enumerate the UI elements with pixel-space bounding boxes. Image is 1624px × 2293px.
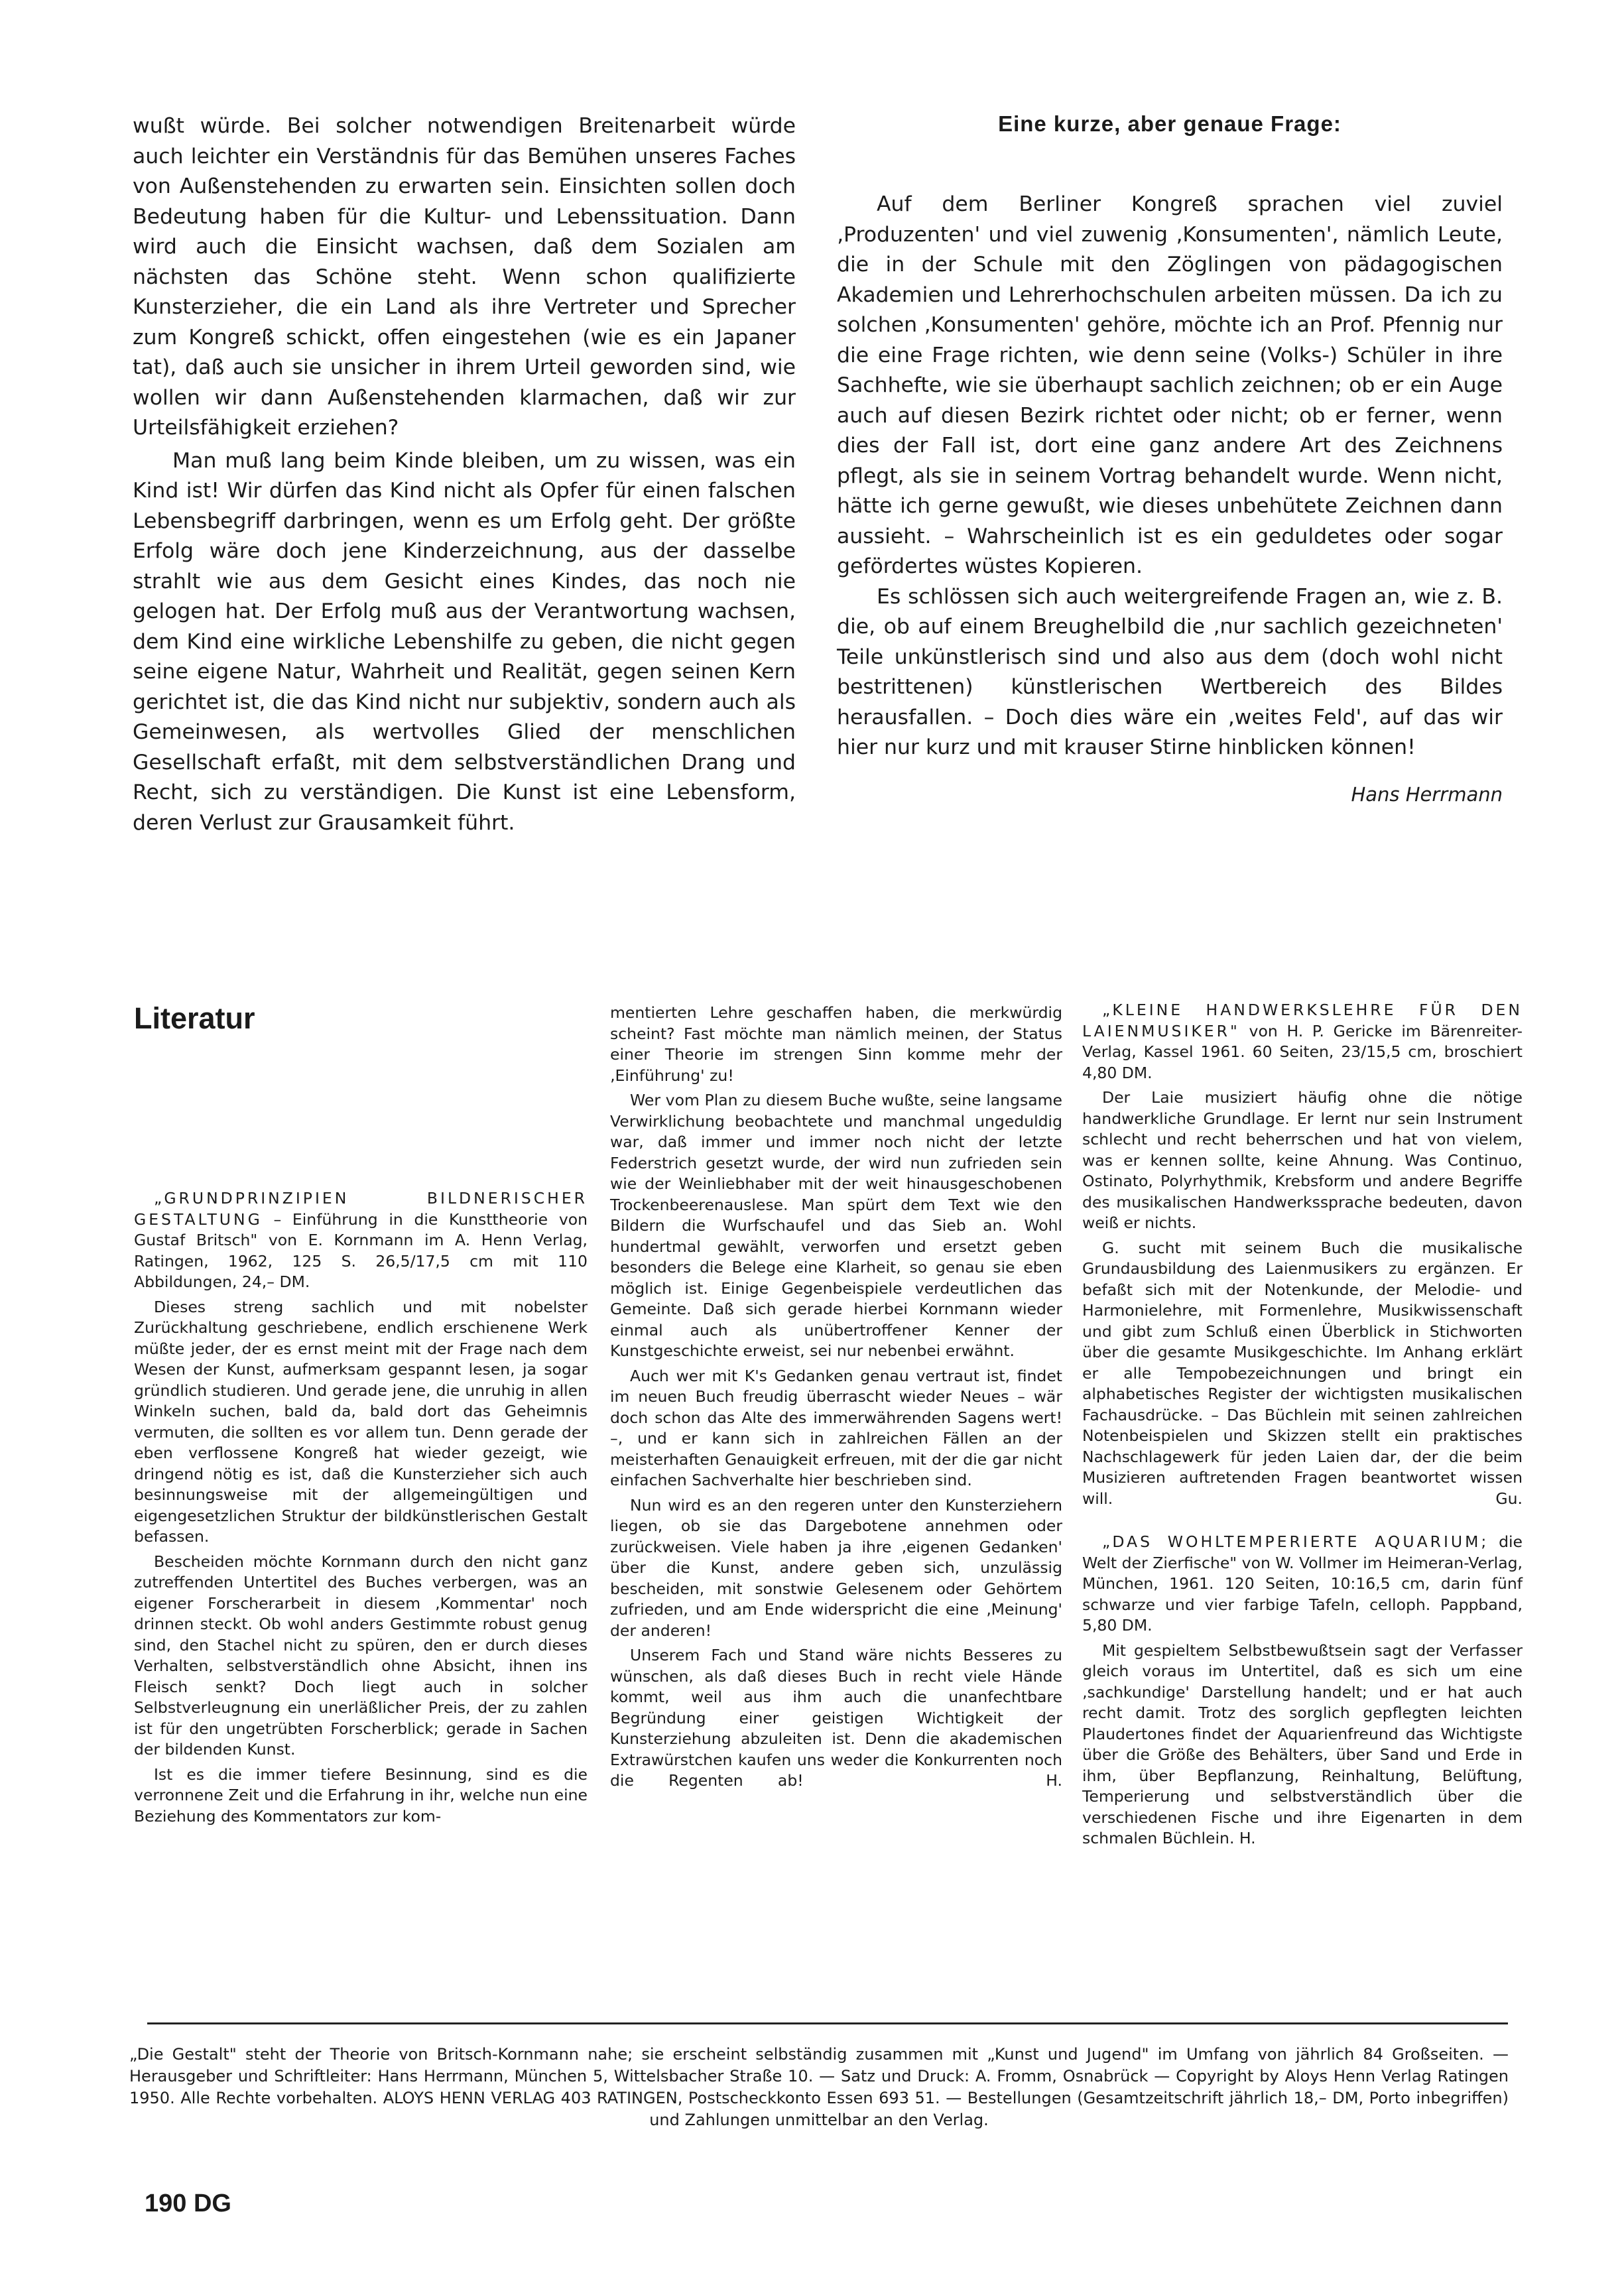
review-paragraph: mentierten Lehre geschaffen haben, die merkwürdig scheint? Fast möchte man nämlich meinen, der Status einer Theorie im strengen Sinn komme mehr der ‚Einführung' zu!: [610, 1003, 1062, 1085]
review-title-rest: von H. P. Gericke im Bärenreiter-Verlag, Kassel 1961. 60 Seiten, 23/15,5 cm, broschiert 4,80 DM.: [1082, 1021, 1523, 1082]
review-paragraph: Auch wer mit K's Gedanken genau vertraut ist, findet im neuen Buch freudig überrascht wieder Neues – wär doch schon das Alte des immerwährenden Sagens wert! –, und er kann sich in zahlreichen Fällen an der meisterhaften Genauigkeit erfreuen, mit der die gar nicht einfachen Sachverhalte hier beschrieben sind.: [610, 1366, 1062, 1489]
review-paragraph-text: Mit gespieltem Selbstbewußtsein sagt der Verfasser gleich voraus im Untertitel, daß es sich um eine ‚sachkundige' Darstellung handelt; und er hat auch recht damit. Trotz des sorglich gepflegten leichten Plaudertones findet der Aquarienfreund das Wichtigste über die Größe des Behälters, über Sand und Erde in ihm, über Bepflanzung, Reinhaltung, Belüftung, Temperierung und selbstverständlich über die verschiedenen Fische und ihre Eigenarten in dem schmalen Büchlein.: [1082, 1641, 1523, 1847]
review-paragraph: Wer vom Plan zu diesem Buche wußte, seine langsame Verwirklichung beobachtete und manchmal ungeduldig war, daß immer und immer noch nicht der letzte Federstrich gesetzt wurde, der wird nun zufrieden sein wie der Weinliebhaber mit der weit hinausgeschobenen Trockenbeerenauslese. Man spürt dem Text wie den Bildern die Wurfschaufel und das Sieb an. Wohl hundertmal gewählt, verworfen und ersetzt geben besonders die Belege eine Klarheit, so genau sie eben möglich ist. Einige Gegenbeispiele verdeutlichen das Gemeinte. Daß sich gerade hierbei Kornmann wieder einmal auch als unübertroffener Kenner der Kunstgeschichte erweist, sei nur nebenbei erwähnt.: [610, 1091, 1062, 1360]
review-paragraph-text: G. sucht mit seinem Buch die musikalische Grundausbildung des Laienmusikers zu ergänzen. Er befaßt sich mit der Notenkunde, der Melodie- und Harmonielehre, mit Formenlehre, Musikwissenschaft und gibt zum Schluß einen Überblick in Stichworten über die gesamte Musikgeschichte. Im Anhang erklärt er alle Tempobezeichnungen und bringt ein alphabetisches Register der wichtigsten musikalischen Fachausdrücke. – Das Büchlein mit seinen zahlreichen Notenbeispielen und Skizzen stellt ein praktisches Nachschlagewerk für jeden Laien dar, der die beim Musizieren auftretenden Fragen beantwortet wissen will.: [1082, 1238, 1523, 1508]
review-title-rest: – Einführung in die Kunsttheorie von Gustaf Britsch" von E. Kornmann im A. Henn Verlag, Ratingen, 1962, 125 S. 26,5/17,5 cm mit 110 Abbildungen, 24,– DM.: [134, 1209, 588, 1291]
page-number: 190 DG: [145, 2190, 231, 2217]
review-paragraph: [610, 1645, 1062, 1792]
review-signoff: H.: [1046, 1771, 1062, 1790]
review-paragraph: Ist es die immer tiefere Besinnung, sind es die verronnene Zeit und die Erfahrung in ihr, welche nun eine Beziehung des Kommentators zur kom-: [134, 1765, 588, 1826]
literatur-column-1: [134, 1188, 588, 1831]
review-title: [134, 1188, 588, 1293]
top-right-paragraph: Es schlössen sich auch weitergreifende Fragen an, wie z. B. die, ob auf einem Breughelbild die ‚nur sachlich gezeichneten' Teile unkünstlerisch sind und also aus dem (doch wohl nicht bestrittenen) künstlerischen Wertbereich des Bildes herausfallen. – Doch dies wäre ein ‚weites Feld', auf das wir hier nur kurz und mit krauser Stirne hinblicken können!: [837, 584, 1503, 759]
review-title: [1082, 1532, 1523, 1637]
top-left-column: [133, 111, 796, 838]
review-signoff: Gu.: [1495, 1489, 1523, 1508]
question-heading: Eine kurze, aber genaue Frage:: [998, 111, 1342, 136]
review-title-spaced: „DAS WOHLTEMPERIERTE AQUARIUM: [1102, 1532, 1481, 1551]
top-left-paragraph: Man muß lang beim Kinde bleiben, um zu wissen, was ein Kind ist! Wir dürfen das Kind nicht als Opfer für einen falschen Lebensbegriff darbringen, wenn es um Erfolg geht. Der größte Erfolg wäre doch jene Kinderzeichnung, aus der dasselbe strahlt wie aus dem Gesicht eines Kindes, das noch nie gelogen hat. Der Erfolg muß aus der Verantwortung wachsen, dem Kind eine wirkliche Lebenshilfe zu geben, die nicht gegen seine eigene Natur, Wahrheit und Realität, gegen seinen Kern gerichtet ist, die das Kind nicht nur subjektiv, sondern auch als Gemeinwesen, als wertvolles Glied der menschlichen Gesellschaft erfaßt, mit dem selbstverständlichen Drang und Recht, sich zu verständigen. Die Kunst ist eine Lebensform, deren Verlust zur Grausamkeit führt.: [133, 448, 796, 835]
review-paragraph: Bescheiden möchte Kornmann durch den nicht ganz zutreffenden Untertitel des Buches verbergen, was an eigener Forscherarbeit in diesem ‚Kommentar' noch drinnen steckt. Ob wohl anders Gestimmte robust genug sind, den Stachel nicht zu spüren, den er durch dieses Verhalten, selbstverständlich ohne Absicht, ihnen ins Fleisch senkt? Doch liegt auch in solcher Selbstverleugnung ein unerläßlicher Preis, der zu zahlen ist für den ungetrübten Forscherblick; gerade in Sachen der bildenden Kunst.: [134, 1552, 588, 1759]
review-paragraph: [1082, 1238, 1523, 1510]
literatur-column-2: [610, 1003, 1062, 1796]
review-title: [1082, 1000, 1523, 1084]
footer-rule: [147, 2022, 1508, 2024]
top-right-column: [837, 111, 1503, 806]
literatur-heading: Literatur: [134, 1001, 255, 1035]
review-title-rest: ; die Welt der Zierfische" von W. Vollmer im Heimeran-Verlag, München, 1961. 120 Seiten, 10:16,5 cm, darin fünf schwarze und vier farbige Tafeln, celloph. Pappband, 5,80 DM.: [1082, 1532, 1523, 1635]
review-paragraph-text: Unserem Fach und Stand wäre nichts Besseres zu wünschen, als daß dieses Buch in recht viele Hände kommt, weil aus ihm auch die unanfechtbare Begründung einer geistigen Wichtigkeit der Kunsterziehung abzuleiten ist. Denn die akademischen Extrawürstchen kaufen uns weder die Konkurrenten noch die Regenten ab!: [610, 1646, 1062, 1790]
review-signoff: H.: [1239, 1829, 1256, 1847]
review-paragraph: Dieses streng sachlich und mit nobelster Zurückhaltung geschriebene, endlich erschienene Werk müßte jeder, der es ernst meint mit der Frage nach dem Wesen der Kunst, aufmerksam gespannt lesen, ja sogar gründlich studieren. Und gerade jene, die unruhig in allen Winkeln suchen, bald da, bald dort das Geheimnis vermuten, die sollten es vor allem tun. Denn gerade der eben verflossene Kongreß hat wieder gezeigt, wie dringend nötig es ist, daß die Kunsterzieher sich auch besinnungsweise mit der allgemeingültigen und eigengesetzlichen Struktur der bildkünstlerischen Gestalt befassen.: [134, 1297, 588, 1546]
author-signature: Hans Herrmann: [1351, 782, 1503, 806]
review-title-spaced: „KLEINE HANDWERKSLEHRE FÜR DEN LAIENMUSIKER": [1082, 1001, 1523, 1040]
footer-imprint: [129, 2044, 1509, 2131]
review-paragraph: Der Laie musiziert häufig ohne die nötige handwerkliche Grundlage. Er lernt nur sein Instrument schlecht und recht beherrschen und hat von vielem, was er kennen sollte, keine Ahnung. Was Continuo, Ostinato, Polyrhythmik, Krebsform und andere Begriffe des musikalischen Handwerkssprache bedeuten, davon weiß er nichts.: [1082, 1088, 1523, 1232]
imprint-text: „Die Gestalt" steht der Theorie von Britsch-Kornmann nahe; sie erscheint selbständig zusammen mit „Kunst und Jugend" im Umfang von jährlich 84 Großseiten. — Herausgeber und Schriftleiter: Hans Herrmann, München 5, Wittelsbacher Straße 10. — Satz und Druck: A. Fromm, Osnabrück — Copyright by Aloys Henn Verlag Ratingen 1950. Alle Rechte vorbehalten. ALOYS HENN VERLAG 403 RATINGEN, Postscheckkonto Essen 693 51. — Bestellungen (Gesamtzeitschrift jährlich 18,– DM, Porto inbegriffen) und Zahlungen unmittelbar an den Verlag.: [129, 2045, 1509, 2129]
top-right-paragraph: Auf dem Berliner Kongreß sprachen viel zuviel ‚Produzenten' und viel zuwenig ‚Konsumenten', nämlich Leute, die in der Schule mit den Zöglingen von pädagogischen Akademien und Lehrerhochschulen arbeiten müssen. Da ich zu solchen ‚Konsumenten' gehöre, möchte ich an Prof. Pfennig nur die eine Frage richten, wie denn seine (Volks-) Schüler in ihre Sachhefte, wie sie überhaupt sachlich zeichnen; ob er ein Auge auch auf diesen Bezirk richtet oder nicht; ob er ferner, wenn dies der Fall ist, dort eine ganz andere Art des Zeichnens pflegt, als sie in seinem Vortrag behandelt wurde. Wenn nicht, hätte ich gerne gewußt, wie dieses unbehütete Zeichnen dann aussieht. – Wahrscheinlich ist es ein geduldetes oder sogar gefördertes wüstes Kopieren.: [837, 192, 1503, 578]
top-left-paragraph: wußt würde. Bei solcher notwendigen Breitenarbeit würde auch leichter ein Verständnis für das Bemühen unseres Faches von Außenstehenden zu erwarten sein. Einsichten sollen doch Bedeutung haben für die Kultur- und Lebenssituation. Dann wird auch die Einsicht wachsen, daß dem Sozialen am nächsten das Schöne steht. Wenn schon qualifizierte Kunsterzieher, die ein Land als ihre Vertreter und Sprecher zum Kongreß schickt, offen eingestehen (wie es ein Japaner tat), daß auch sie unsicher in ihrem Urteil geworden sind, wie wollen wir dann Außenstehenden klarmachen, daß wir zur Urteilsfähigkeit erziehen?: [133, 114, 796, 440]
review-paragraph: Nun wird es an den regeren unter den Kunsterziehern liegen, ob sie das Dargebotene annehmen oder zurückweisen. Viele haben ja ihre ‚eigenen Gedanken' über die Kunst, andere geben sich, unzulässig bescheiden, mit sonstwie Gelesenem oder Gehörtem zufrieden, und am Ende widerspricht die eine ‚Meinung' der anderen!: [610, 1495, 1062, 1640]
review-paragraph: [1082, 1641, 1523, 1849]
literatur-column-3: [1082, 1000, 1523, 1853]
review-title-spaced: „GRUNDPRINZIPIEN BILDNERISCHER GESTALTUNG: [134, 1189, 588, 1229]
